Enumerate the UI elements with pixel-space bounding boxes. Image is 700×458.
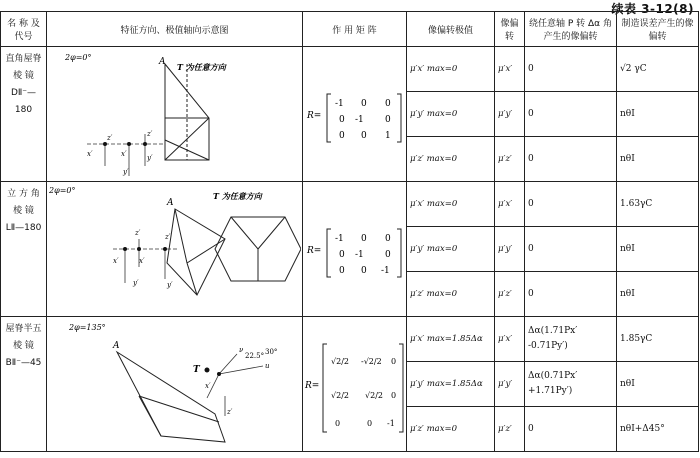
extreme-cell: μ′z′ max=0 [407,137,495,182]
svg-text:y′: y′ [123,168,129,176]
svg-text:x′: x′ [139,257,145,265]
angle-label: 2φ=0° [65,53,92,62]
matrix-cell-value: -1 [381,266,390,276]
angle-label: 2φ=0° [49,186,76,195]
header-mfg-error: 制造误差产生的像偏转 [617,12,699,47]
matrix-cell-value: 0 [385,250,391,260]
matrix-cell [303,47,407,182]
name-cell [1,182,47,317]
matrix-cell [303,182,407,317]
matrix-prefix: R= [307,246,322,256]
t-label: T 为任意方向 [213,191,262,201]
matrix-cell-value: 0 [339,250,345,260]
matrix-1 [303,48,405,180]
prism-diagram-3 [47,318,301,450]
error-cell: nθⅠ [617,227,699,272]
extreme-cell: μ′z′ max=0 [407,272,495,317]
prism-diagram-1 [47,48,301,180]
svg-text:x′: x′ [87,150,93,158]
matrix-cell-value: 0 [339,115,345,125]
matrix-cell-value: 0 [361,234,367,244]
around-line1: Δα(0.71Px′ [528,371,578,381]
svg-text:u: u [265,362,270,370]
matrix-cell-value: 1 [385,131,391,141]
prism-code: LⅡ—180 [5,223,42,233]
rot-cell: μ′x′ [495,182,525,227]
prism-name-line2: 棱 镜 [13,206,34,216]
prism-code: DⅡ⁻—180 [10,88,37,115]
around-cell [525,317,617,362]
extreme-cell: μ′y′ max=0 [407,227,495,272]
prism-name-line2: 棱 镜 [13,71,34,81]
svg-text:z′: z′ [147,130,153,138]
around-cell: 0 [525,407,617,452]
rot-cell: μ′y′ [495,92,525,137]
rot-cell: μ′z′ [495,407,525,452]
diagram-cell [47,182,303,317]
rot-cell: μ′y′ [495,362,525,407]
matrix-cell-value: 0 [361,99,367,109]
matrix-prefix: R= [307,111,322,121]
matrix-cell-value: 0 [361,131,367,141]
matrix-prefix: R= [305,381,320,391]
prism-name-line1: 立 方 角 [7,189,40,199]
table-title: 续表 3-12(8) [611,2,694,16]
t-label: T [193,365,200,375]
rot-cell: μ′x′ [495,47,525,92]
prism-name-line1: 屋脊半五 [5,324,42,334]
around-cell: 0 [525,182,617,227]
around-cell [525,362,617,407]
svg-text:y′: y′ [133,279,139,287]
matrix-2 [303,183,405,315]
matrix-cell-value: 0 [367,419,373,428]
angle-small2: 30° [265,348,278,356]
angle-small: 22.5° [245,352,265,360]
error-cell: nθⅠ [617,272,699,317]
point-label: A [159,57,166,67]
matrix-cell-value: 0 [385,115,391,125]
around-line1: Δα(1.71Px′ [528,326,578,336]
extreme-cell: μ′x′ max=0 [407,182,495,227]
error-cell: nθⅠ [617,92,699,137]
matrix-cell-value: 0 [391,357,397,366]
point-label: A [113,341,120,351]
matrix-3 [303,318,405,450]
around-cell: 0 [525,272,617,317]
error-cell: nθⅠ [617,362,699,407]
matrix-cell-value: 0 [361,266,367,276]
matrix-cell-value: -1 [355,250,364,260]
around-cell: 0 [525,92,617,137]
matrix-cell-value: 0 [391,391,397,400]
matrix-cell-value: -1 [335,234,344,244]
svg-text:y′: y′ [147,154,153,162]
matrix-cell-value: √2/2 [365,391,383,400]
rot-cell: μ′z′ [495,272,525,317]
table-row [1,47,699,92]
extreme-cell: μ′y′ max=0 [407,92,495,137]
header-matrix: 作 用 矩 阵 [303,12,407,47]
matrix-cell-value: -1 [355,115,364,125]
matrix-cell-value: 0 [385,234,391,244]
svg-text:z′: z′ [135,229,141,237]
prism-table [0,11,699,452]
svg-text:ν: ν [239,346,244,354]
matrix-cell-value: -√2/2 [361,357,382,366]
extreme-cell: μ′y′ max=1.85Δα [407,362,495,407]
around-cell: 0 [525,47,617,92]
diagram-cell [47,317,303,452]
rot-cell: μ′y′ [495,227,525,272]
matrix-cell-value: 0 [385,99,391,109]
header-row [1,12,699,47]
error-cell: nθⅠ+Δ45° [617,407,699,452]
table-row [1,182,699,227]
around-line2: -0.71Py′) [528,341,568,351]
name-cell [1,317,47,452]
error-cell: 1.63γC [617,182,699,227]
rot-cell: μ′z′ [495,137,525,182]
svg-text:x′: x′ [121,150,127,158]
header-name: 名 称 及代号 [1,12,47,47]
extreme-cell: μ′x′ max=1.85Δα [407,317,495,362]
matrix-cell-value: -1 [387,419,395,428]
error-cell: 1.85γC [617,317,699,362]
name-cell [1,47,47,182]
prism-name-line1: 直角屋脊 [5,54,42,64]
around-line2: +1.71Py′) [528,386,573,396]
around-cell: 0 [525,227,617,272]
point-label: A [167,198,174,208]
header-extreme: 像偏转极值 [407,12,495,47]
svg-text:y′: y′ [167,281,173,289]
prism-name-line2: 棱 镜 [13,341,34,351]
diagram-cell [47,47,303,182]
extreme-cell: μ′z′ max=0 [407,407,495,452]
table-row [1,317,699,362]
angle-label: 2φ=135° [69,323,106,332]
error-cell: √2 γC [617,47,699,92]
matrix-cell [303,317,407,452]
matrix-cell-value: √2/2 [331,357,349,366]
extreme-cell: μ′x′ max=0 [407,47,495,92]
t-label: T 为任意方向 [177,62,226,72]
svg-text:z′: z′ [165,233,171,241]
svg-text:z′: z′ [227,408,233,416]
rot-cell: μ′x′ [495,317,525,362]
prism-diagram-2 [47,183,301,315]
matrix-cell-value: 0 [339,266,345,276]
prism-code: BⅡ⁻—45 [5,358,42,368]
header-diagram: 特征方向、极值轴向示意图 [47,12,303,47]
matrix-cell-value: -1 [335,99,344,109]
matrix-cell-value: 0 [335,419,341,428]
header-image-rot: 像偏转 [495,12,525,47]
around-cell: 0 [525,137,617,182]
matrix-cell-value: 0 [339,131,345,141]
svg-text:x′: x′ [113,257,119,265]
svg-text:x′: x′ [205,382,211,390]
svg-text:z′: z′ [107,134,113,142]
header-around-p: 绕任意轴 P 转 Δα 角产生的像偏转 [525,12,617,47]
matrix-cell-value: √2/2 [331,391,349,400]
error-cell: nθⅠ [617,137,699,182]
